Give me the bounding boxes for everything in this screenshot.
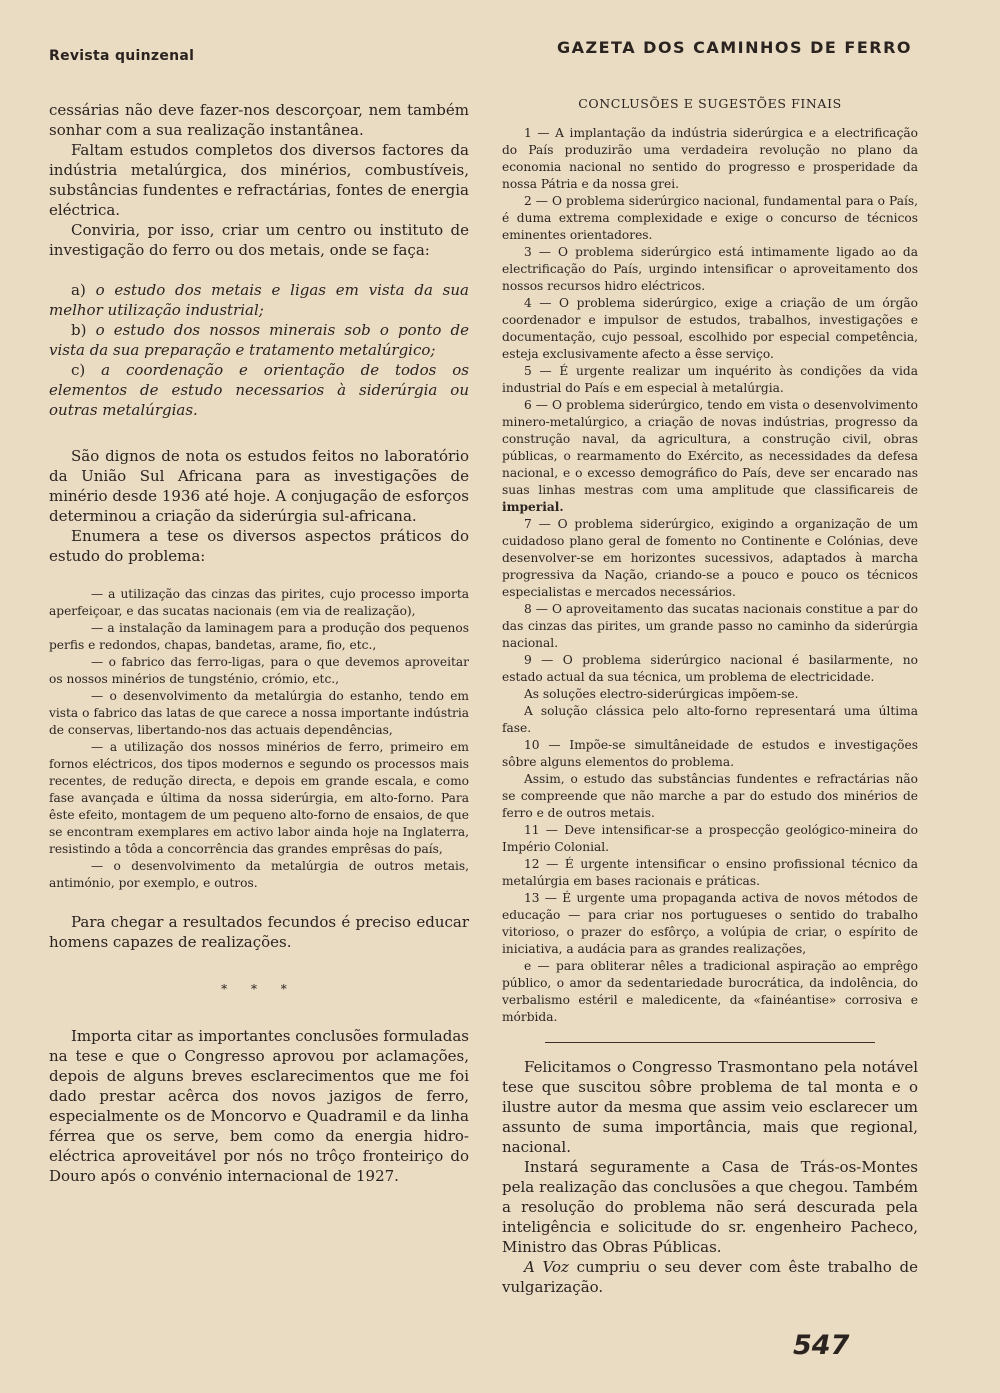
paragraph: Instará seguramente a Casa de Trás-os-Montes pela realização das conclusões a que chegou. Também a resolução do problema não será descurada pela inteligência e solicitude do sr. engenheiro Pacheco, Ministro das Obras Públicas. bbox=[502, 1158, 918, 1256]
conclusion-item: 11 — Deve intensificar-se a prospecção geológico-mineira do Império Colonial. bbox=[502, 823, 918, 854]
header-left: Revista quinzenal bbox=[49, 48, 195, 64]
conclusion-item: e — para obliterar nêles a tradicional aspiração ao emprêgo público, o amor da sedentariedade burocrática, da indolência, do verbalismo estéril e maledicente, da «fainéantise» corrosiva e mórbida. bbox=[502, 959, 918, 1024]
list-item: c) a coordenação e orientação de todos os elementos de estudo necessarios à siderúrgia ou outras metalúrgias. bbox=[49, 361, 469, 419]
paragraph: cessárias não deve fazer-nos descorçoar, nem também sonhar com a sua realização instantânea. bbox=[49, 101, 469, 139]
conclusion-item: A solução clássica pelo alto-forno representará uma última fase. bbox=[502, 704, 918, 735]
list-item: a) o estudo dos metais e ligas em vista da sua melhor utilização industrial; bbox=[49, 281, 469, 319]
list-item: b) o estudo dos nossos minerais sob o ponto de vista da sua preparação e tratamento metalúrgico; bbox=[49, 321, 469, 359]
paragraph: Felicitamos o Congresso Trasmontano pela notável tese que suscitou sôbre problema de tal monta e o ilustre autor da mesma que assim veio esclarecer um assunto de suma importância, mais que regional, nacional. bbox=[502, 1058, 918, 1156]
divider bbox=[545, 1042, 875, 1043]
right-column bbox=[502, 96, 918, 1297]
aspect-item: — a utilização das cinzas das pirites, cujo processo importa aperfeiçoar, e das sucatas nacionais (em via de realização), bbox=[49, 587, 469, 618]
conclusion-item: 7 — O problema siderúrgico, exigindo a organização de um cuidadoso plano geral de fomento no Continente e Colónias, deve desenvolver-se em horizontes sucessivos, adaptados à marcha progressiva da Nação, criando-se a pouco e pouco os técnicos especialistas e mercados necessários. bbox=[502, 517, 918, 599]
conclusion-item: 1 — A implantação da indústria siderúrgica e a electrificação do País produzirão uma verdadeira revolução no plano da economia nacional no sentido do progresso e prosperidade da nossa Pátria e da nossa grei. bbox=[502, 126, 918, 191]
header-title: GAZETA DOS CAMINHOS DE FERRO bbox=[556, 38, 912, 57]
aspect-item: — a instalação da laminagem para a produção dos pequenos perfis e redondos, chapas, bandetas, arame, fio, etc., bbox=[49, 621, 469, 652]
left-column bbox=[49, 100, 469, 1186]
conclusion-item: Assim, o estudo das substâncias fundentes e refractárias não se compreende que não marche a par do estudo dos minérios de ferro e de outros metais. bbox=[502, 772, 918, 820]
aspect-item: — o fabrico das ferro-ligas, para o que devemos aproveitar os nossos minérios de tungsténio, crómio, etc., bbox=[49, 655, 469, 686]
paragraph: São dignos de nota os estudos feitos no laboratório da União Sul Africana para as investigações de minério desde 1936 até hoje. A conjugação de esforços determinou a criação da siderúrgia sul-africana. bbox=[49, 447, 469, 525]
conclusion-item: 8 — O aproveitamento das sucatas nacionais constitue a par do das cinzas das pirites, um grande passo no caminho da siderúrgia nacional. bbox=[502, 602, 918, 650]
aspect-item: — a utilização dos nossos minérios de ferro, primeiro em fornos eléctricos, dos tipos modernos e segundo os processos mais recentes, de redução directa, e depois em grande escala, e como fase avançada e última da nossa siderúrgia, em alto-forno. Para êste efeito, montagem de um pequeno alto-forno de ensaios, de que se encontram exemplares em activo labor ainda hoje na Inglaterra, resistindo a tôda a concorrência das grandes emprêsas do país, bbox=[49, 740, 469, 856]
page-number: 547 bbox=[793, 1330, 850, 1361]
paragraph: Enumera a tese os diversos aspectos práticos do estudo do problema: bbox=[49, 527, 469, 565]
paragraph: Faltam estudos completos dos diversos factores da indústria metalúrgica, dos minérios, combustíveis, substâncias fundentes e refractárias, fontes de energia eléctrica. bbox=[49, 141, 469, 219]
conclusion-item: 2 — O problema siderúrgico nacional, fundamental para o País, é duma extrema complexidade e exige o concurso de técnicos eminentes orientadores. bbox=[502, 194, 918, 242]
conclusion-item: 9 — O problema siderúrgico nacional é basilarmente, no estado actual da sua técnica, um problema de electricidade. bbox=[502, 653, 918, 684]
conclusion-item: As soluções electro-siderúrgicas impõem-se. bbox=[524, 687, 799, 701]
imperial-word: imperial. bbox=[502, 500, 564, 514]
paragraph: Importa citar as importantes conclusões formuladas na tese e que o Congresso aprovou por aclamações, depois de alguns breves esclarecimentos que me foi dado prestar acêrca dos novos jazigos de ferro, especialmente os de Moncorvo e Quadramil e da linha férrea que os serve, bem como da energia hidro-eléctrica aproveitável por nós no trôço fronteiriço do Douro após o convénio internacional de 1927. bbox=[49, 1027, 469, 1185]
conclusion-item: 6 — O problema siderúrgico, tendo em vista o desenvolvimento minero-metalúrgico, a criação de novas indústrias, progresso da construção naval, da agricultura, a construção civil, obras públicas, o rearmamento do Exército, as necessidades da defesa nacional, e o excesso demográfico do País, deve ser encarado nas suas linhas mestras com uma amplitude que classificareis de imperial. bbox=[502, 398, 918, 514]
section-separator: * * * bbox=[221, 982, 297, 996]
conclusion-item: 10 — Impõe-se simultâneidade de estudos e investigações sôbre alguns elementos do problema. bbox=[502, 738, 918, 769]
section-title: CONCLUSÕES E SUGESTÕES FINAIS bbox=[578, 96, 842, 111]
aspect-item: — o desenvolvimento da metalúrgia de outros metais, antimónio, por exemplo, e outros. bbox=[49, 859, 469, 890]
conclusion-item: 4 — O problema siderúrgico, exige a criação de um órgão coordenador e impulsor de estudos, trabalhos, investigações e documentação, cujo pessoal, escolhido por especial competência, esteja exclusivamente afecto a êsse serviço. bbox=[502, 296, 918, 361]
conclusion-item: 3 — O problema siderúrgico está intimamente ligado ao da electrificação do País, urgindo intensificar o aproveitamento dos nossos recursos hidro eléctricos. bbox=[502, 245, 918, 293]
conclusion-item: 5 — É urgente realizar um inquérito às condições da vida industrial do País e em especial à metalúrgia. bbox=[502, 364, 918, 395]
paragraph: Para chegar a resultados fecundos é preciso educar homens capazes de realizações. bbox=[49, 913, 469, 951]
conclusion-item: 13 — É urgente uma propaganda activa de novos métodos de educação — para criar nos portugueses o sentido do trabalho vitorioso, o prazer do esfôrço, a volúpia de criar, o espírito de iniciativa, a audácia para as grandes realizações, bbox=[502, 891, 918, 956]
aspect-item: — o desenvolvimento da metalúrgia do estanho, tendo em vista o fabrico das latas de que carece a nossa importante indústria de conservas, libertando-nos das actuais dependências, bbox=[49, 689, 469, 737]
paragraph: A Voz cumpriu o seu dever com êste trabalho de vulgarização. bbox=[502, 1258, 918, 1296]
paragraph: Conviria, por isso, criar um centro ou instituto de investigação do ferro ou dos metais, onde se faça: bbox=[49, 221, 469, 259]
conclusion-item: 12 — É urgente intensificar o ensino profissional técnico da metalúrgia em bases racionais e práticas. bbox=[502, 857, 918, 888]
